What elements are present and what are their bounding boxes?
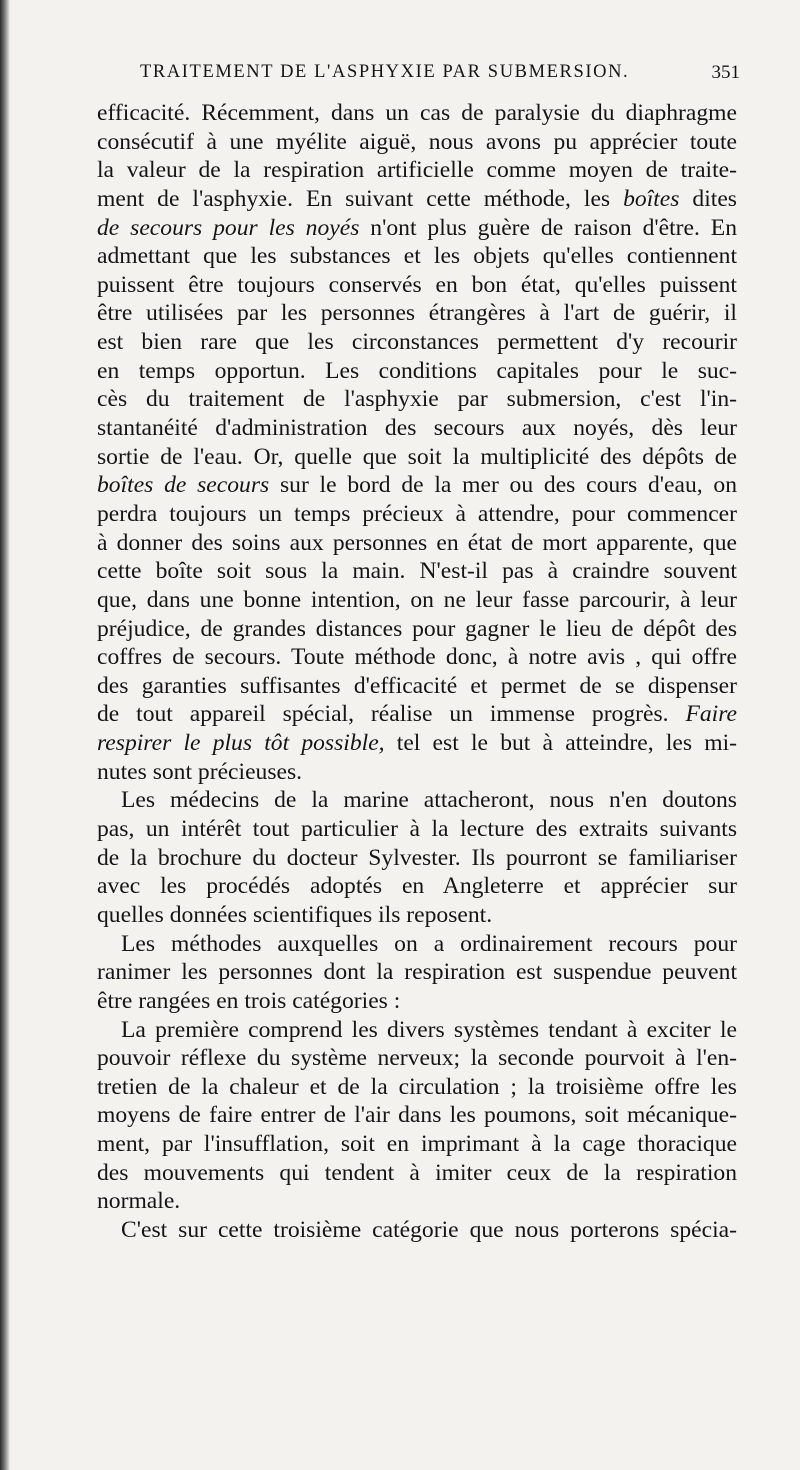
text-line	[97, 672, 737, 701]
text-run: être rangées en trois catégories :	[97, 987, 401, 1014]
text-line	[97, 471, 737, 500]
text-run: tel est le but à atteindre, les mi-	[384, 730, 738, 757]
text-line	[97, 1016, 737, 1045]
text-run: de la brochure du docteur Sylvester. Ils pourront se familiariser	[97, 844, 737, 871]
text-line	[97, 500, 737, 529]
text-run: est bien rare que les circonstances permettent d'y recourir	[97, 329, 737, 356]
text-line	[97, 958, 737, 987]
text-line	[97, 1101, 737, 1130]
text-line	[97, 1044, 737, 1073]
text-run: moyens de faire entrer de l'air dans les poumons, soit mécanique-	[97, 1102, 737, 1129]
text-line	[97, 414, 737, 443]
text-run: admettant que les substances et les objets qu'elles contiennent	[97, 243, 737, 270]
text-run: sortie de l'eau. Or, quelle que soit la multiplicité des dépôts de	[97, 443, 737, 470]
text-run: ranimer les personnes dont la respiration est suspendue peuvent	[97, 959, 737, 986]
text-line	[97, 901, 737, 930]
text-run: dites	[679, 185, 737, 212]
text-run: perdra toujours un temps précieux à attendre, pour commencer	[97, 500, 737, 527]
text-run: efficacité. Récemment, dans un cas de paralysie du diaphragme	[97, 100, 737, 126]
text-line	[97, 214, 737, 243]
body-text	[97, 99, 737, 1245]
text-line	[97, 815, 737, 844]
text-run: puissent être toujours conservés en bon état, qu'elles puissent	[97, 271, 737, 298]
italic-text-run: de secours pour les noyés	[97, 214, 360, 241]
text-line	[97, 1187, 737, 1216]
text-run: préjudice, de grandes distances pour gagner le lieu de dépôt des	[97, 615, 737, 642]
text-line	[97, 615, 737, 644]
page-number: 351	[711, 62, 740, 83]
page-header	[140, 62, 740, 90]
text-line	[97, 1130, 737, 1159]
text-line	[97, 700, 737, 729]
text-line	[97, 1159, 737, 1188]
text-line	[97, 586, 737, 615]
italic-text-run: respirer le plus tôt possible,	[97, 730, 385, 757]
text-line	[97, 786, 737, 815]
text-line	[97, 1073, 737, 1102]
text-line	[97, 872, 737, 901]
text-run: cès du traitement de l'asphyxie par submersion, c'est l'in-	[97, 386, 737, 413]
text-run: C'est sur cette troisième catégorie que nous porterons spécia-	[121, 1216, 737, 1243]
text-run: pouvoir réflexe du système nerveux; la seconde pourvoit à l'en-	[97, 1045, 737, 1072]
text-run: la valeur de la respiration artificielle comme moyen de traite-	[97, 157, 737, 184]
text-run: ment, par l'insufflation, soit en imprimant à la cage thoracique	[97, 1131, 737, 1158]
text-line	[97, 242, 737, 271]
text-run: des garanties suffisantes d'efficacité et permet de se dispenser	[97, 672, 737, 699]
text-line	[97, 758, 737, 787]
text-line	[97, 299, 737, 328]
text-line	[97, 99, 737, 128]
text-line	[97, 643, 737, 672]
text-run: La première comprend les divers systèmes tendant à exciter le	[121, 1016, 737, 1043]
text-run: tretien de la chaleur et de la circulation ; la troisième offre les	[97, 1073, 737, 1100]
text-line	[97, 844, 737, 873]
text-run: stantanéité d'administration des secours aux noyés, dès leur	[97, 415, 737, 442]
text-line	[97, 328, 737, 357]
text-line	[97, 185, 737, 214]
text-run: consécutif à une myélite aiguë, nous avons pu apprécier toute	[97, 128, 737, 155]
text-run: être utilisées par les personnes étrangères à l'art de guérir, il	[97, 300, 737, 327]
text-run: normale.	[97, 1188, 181, 1215]
text-line	[97, 987, 737, 1016]
text-run: nutes sont précieuses.	[97, 758, 303, 785]
text-run: Les médecins de la marine attacheront, nous n'en doutons	[121, 787, 737, 814]
text-line	[97, 1216, 737, 1245]
text-line	[97, 443, 737, 472]
text-run: Les méthodes auxquelles on a ordinairement recours pour	[121, 930, 737, 957]
text-line	[97, 156, 737, 185]
text-line	[97, 557, 737, 586]
text-run: n'ont plus guère de raison d'être. En	[359, 214, 738, 241]
running-title: TRAITEMENT DE L'ASPHYXIE PAR SUBMERSION.	[140, 62, 630, 82]
text-line	[97, 385, 737, 414]
text-run: sur le bord de la mer ou des cours d'eau, on	[269, 472, 737, 499]
text-line	[97, 271, 737, 300]
text-line	[97, 128, 737, 157]
text-run: cette boîte soit sous la main. N'est-il pas à craindre souvent	[97, 558, 737, 585]
italic-text-run: boîtes de secours	[97, 472, 270, 499]
text-line	[97, 529, 737, 558]
text-line	[97, 729, 737, 758]
text-run: que, dans une bonne intention, on ne leur fasse parcourir, à leur	[97, 586, 737, 613]
text-run: en temps opportun. Les conditions capitales pour le suc-	[97, 357, 737, 384]
text-run: quelles données scientifiques ils reposent.	[97, 901, 493, 928]
text-line	[97, 930, 737, 959]
text-run: de tout appareil spécial, réalise un immense progrès.	[97, 701, 686, 728]
italic-text-run: boîtes	[623, 185, 680, 212]
italic-text-run: Faire	[685, 701, 737, 728]
text-run: coffres de secours. Toute méthode donc, à notre avis , qui offre	[97, 644, 737, 671]
text-line	[97, 357, 737, 386]
text-run: des mouvements qui tendent à imiter ceux de la respiration	[97, 1159, 737, 1186]
text-run: à donner des soins aux personnes en état de mort apparente, que	[97, 529, 737, 556]
page-spine-shadow	[0, 0, 10, 1470]
text-run: ment de l'asphyxie. En suivant cette méthode, les	[97, 185, 624, 212]
text-run: pas, un intérêt tout particulier à la lecture des extraits suivants	[97, 816, 737, 843]
text-run: avec les procédés adoptés en Angleterre et apprécier sur	[97, 873, 737, 900]
